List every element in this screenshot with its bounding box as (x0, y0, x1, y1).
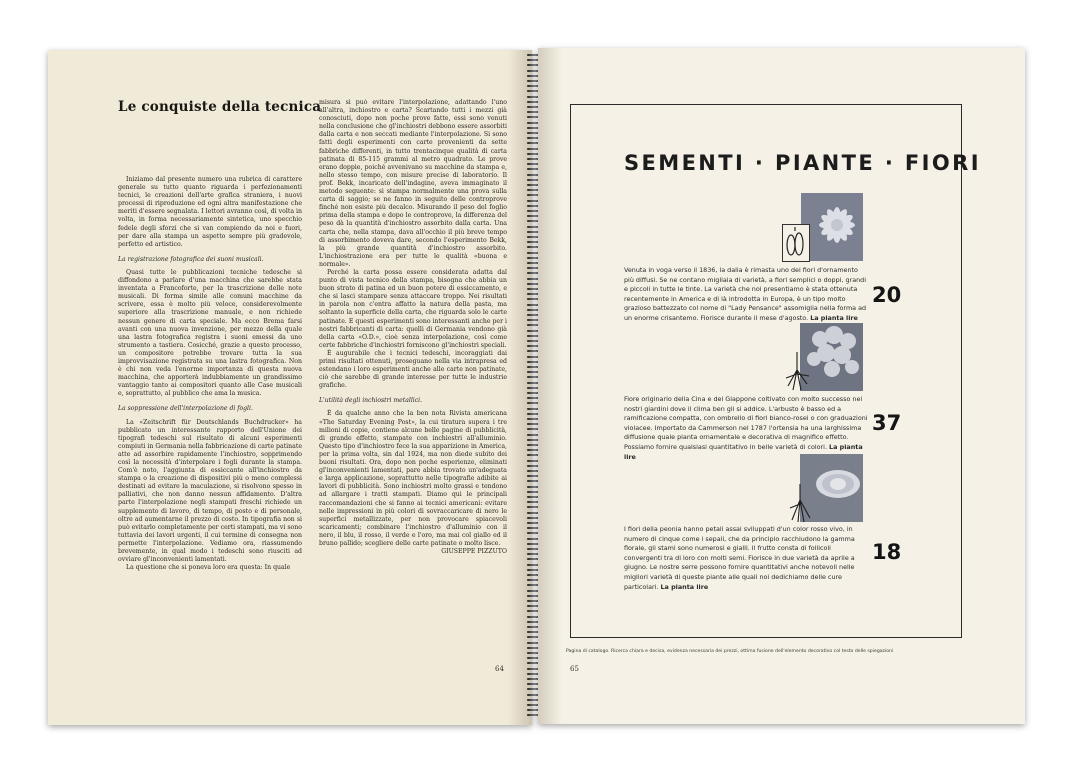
author-signature: GIUSEPPE PIZZUTO (441, 548, 507, 556)
entry-hydrangea (624, 395, 870, 462)
root-icon (784, 352, 810, 392)
paragraph-metallic-inks: È da qualche anno che la ben nota Rivista americana «The Saturday Evening Post», la cui tiratura supera i tre milioni di copie, contiene alcune belle pagine di pubblicità, di grande effetto, stampate con inchiostri all'alluminio. Questo tipo d'inchiostro fece la sua apparizione in America, per la prima volta, sin dal 1924, ma non diede subito dei buoni risultati. Ora, dopo non poche esperienze, eliminati gl'inconvenienti lamentati, pare abbia trovato un'adeguata e larga applicazione, soprattutto nelle tipografie adibite ai lavori di pubblicità. Sono inchiostri molto grassi e tendono ad allargare i tratti stampati. Diamo qui le principali raccomandazioni che si fanno ai tecnici americani: evitare nelle impressioni in più colori di sovraccaricare di nero le superfici metallizzate, per non provocare spiacevoli scaricamenti; combinare l'inchiostro d'alluminio con il nero, il blu, il rosso, il verde e l'oro, ma mai col giallo ed il bruno pallido; scegliere delle carte patinate o molto lisce. (319, 410, 507, 547)
left-column-1 (118, 176, 302, 666)
dahlia-flower-icon (801, 193, 863, 261)
entry-dahlia-price-label: La pianta lire (810, 313, 858, 322)
entry-dahlia-text: Venuta in voga verso il 1836, la dalia è rimasta uno dei fiori d'ornamento più diffusi. Se ne contano migliaia di varietà, a fiori semplici o doppi, grandi e piccoli in tutte le tinte. La varietà che noi presentiamo è stata ottenuta recentemente in America e di là introdotta in Europa, è un tipo molto grazioso battezzato col nome di "Lady Pensance" assomiglia nella forma ad un enorme crisantemo. Fiorisce durante il mese d'agosto. (624, 266, 867, 322)
catalog-caption: Pagina di catalogo. Ricerca chiara e decisa, evidenza necessaria dei prezzi, ottima fusione dell'elemento decorativo col testo delle spiegazioni (566, 649, 894, 654)
left-column-2 (319, 99, 507, 659)
subheading-interpolation: La soppressione dell'interpolazione di fogli. (118, 405, 253, 413)
subheading-music: La registrazione fotografica dei suoni musicali. (118, 255, 264, 263)
page-number-right: 65 (570, 665, 579, 673)
paragraph-measure: misura si può evitare l'interpolazione, adattando l'uno all'altra, inchiostro e carta? Scartando tutti i mezzi già conosciuti, dopo non poche prove fatte, essi sono venuti nella conclusione che gl'inchiostri debbono essere assorbiti dalla carta e non seccati mediante l'interpolazione. Si sono fatti degli esperimenti con carte provenienti da sette fabbriche differenti, in tutto trentacinque qualità di carta patinata di 85-115 grammi al metro quadrato. Le prove erano doppie, poiché avvenivano su macchine da stampa e, nello stesso tempo, con misure precise di laboratorio. Il prof. Bekk, incaricato dell'indagine, aveva immaginato il metodo seguente: si stampa normalmente una prova sulla carta di saggio; se ne fanno in seguito delle controprove finché non esiste più decalco. Misurando il peso del foglio prima della stampa e dopo le controprove, la differenza del peso dà la quantità d'inchiostro assorbito dalla carta. Una carta che, nella stampa, dava all'occhio il più breve tempo di assorbimento doveva dare, secondo l'esperimento Bekk, la più grande quantità d'inchiostro assorbito. L'inchiostrazione era per tutte le qualità «buona e normale». (319, 99, 507, 268)
intro-paragraph: Iniziamo dal presente numero una rubrica di carattere generale su tutto quanto riguarda i perfezionamenti tecnici, le creazioni dell'arte grafica straniera, i nuovi processi di riproduzione ed ogni altra manifestazione che meriti d'essere segnalata. I lettori avranno così, di volta in volta, in forma necessariamente sintetica, uno specchio fedele degli sforzi che si van compiendo da noi e fuori, per dare alla stampa un aspetto sempre più gradevole, perfetto ed artistico. (118, 176, 302, 248)
paragraph-question: La questione che si poneva loro era questa: In quale (126, 564, 291, 572)
tuber-icon (783, 225, 809, 261)
root-icon (788, 484, 812, 524)
entry-dahlia (624, 266, 868, 324)
paragraph-interpolation: La «Zeitschrift für Deutschlands Buchdrucker» ha pubblicato un interessante rapporto dell'Unione dei tipografi tedeschi sul risultato di alcuni esperimenti compiuti in Germania nella fabbricazione di carte patinate atte ad assorbire rapidamente l'inchiostro, sopprimendo così la necessità d'interpolare i fogli durante la stampa. Com'è noto, l'aggiunta di essiccante all'inchiostro da stampa o la creazione di dispositivi più o meno complessi destinati ad evitare la maculazione, si risolvono spesso in palliativi, che non danno nessun affidamento. D'altra parte l'interpolazione negli stampati freschi richiede un supplemento di lavoro, di tempo, di posto e di personale, oltre ad aumentarne il prezzo di costo. In tipografia non si può evitarlo completamente per certi stampati, ma vi sono tuttavia dei lavori urgenti, il cui termine di consegna non permette l'interpolazione. Vediamo ora, riassumendo brevemente, in qual modo i tedeschi sono riusciti ad ovviare gl'inconvenienti lamentati. (118, 418, 302, 564)
entry-peony (624, 525, 870, 592)
hydrangea-root-drawing (784, 352, 810, 392)
article-title: Le conquiste della tecnica (118, 99, 322, 115)
catalog-heading: SEMENTI · PIANTE · FIORI (624, 151, 981, 175)
entry-hydrangea-price: 37 (872, 411, 902, 435)
entry-peony-text: I fiori della peonia hanno petali assai sviluppati d'un color rosso vivo, in numero di cinque come i sepali, che da principio racchiudono la gamma florale, gli stami sono numerosi e gialli. Il frutto consta di follicoli convergenti tra di loro con molti semi. Fiorisce in due varietà da aprile a giugno. Le nostre serre possono fornire quantitativi anche notevoli nelle migliori varietà di queste piante alle quali noi dedichiamo delle cure particolari. (624, 525, 855, 591)
paragraph-paper: Perché la carta possa essere considerata adatta dal punto di vista tecnico della stampa, bisogna che abbia un buon strato di patina ed un buon potere di essiccamento, e che si lasci stampare senza attaccare troppo. Nei risultati in parola non c'entra affatto la natura della pasta, ma soltanto la superficie della carta, che riguarda solo le carte patinate. E questi esperimenti sono interessanti anche per i nostri fabbricanti di carta: quelli di Germania vendono già della carta «O.D.», cioè senza interpolazione, così come certe fabbriche d'inchiostri forniscono gl'inchiostri speciali. (319, 268, 507, 349)
subheading-metallic-inks: L'utilità degli inchiostri metallici. (319, 397, 423, 405)
entry-hydrangea-text: Fiore originario della Cina e del Giappone coltivato con molto successo nei nostri giardini dove il clima ben gli si addice. L'arbusto è basso ed a ramificazione compatta, con ombrello di fiori bianco-rosei o con graduazioni violacee. Importato da Cammerson nel 1787 l'ortensia ha una larghissima diffusione quale pianta ornamentale e decorativa di magnifico effetto. Possiamo fornire qualsiasi quantitativo in belle varietà di colori. (624, 395, 868, 451)
right-gutter-shadow (538, 48, 562, 724)
page-number-left: 64 (495, 665, 504, 673)
paragraph-music: Quasi tutte le pubblicazioni tecniche tedesche si diffondono a parlare d'una macchina che sarebbe stata inventata a Francoforte, per la trascrizione delle note musicali. Di forma simile alle comuni macchine da scrivere, essa è molto più veloce, considerevolmente superiore alla trascrizione manuale, e non richiede nessun genere di carta speciale. Ma ecco Brema farsi avanti con una nuova invenzione, per mezzo della quale una lastra fotografica registra i suoni emessi da uno strumento a tastiera. Cosicché, grazie a questo processo, un compositore potrebbe trovare tutta la sua improvvisazione registrata su una lastra fotografica. Non è chi non veda l'enorme importanza di questa nuova macchina, che apporterà indubbiamente un grandissimo vantaggio tanto ai compositori quanto alle Case musicali e, soprattutto, al pubblico che ama la musica. (118, 268, 302, 398)
peony-root-drawing (788, 484, 812, 524)
dahlia-tuber-drawing (782, 224, 810, 262)
entry-dahlia-price: 20 (872, 283, 902, 307)
entry-peony-price: 18 (872, 540, 902, 564)
entry-hydrangea-price-label: La pianta lire (624, 442, 863, 461)
dahlia-photo (801, 193, 863, 261)
entry-peony-price-label: La pianta lire (660, 582, 709, 591)
paragraph-hope: È augurabile che i tecnici tedeschi, incoraggiati dai primi risultati ottenuti, proseguano nella via intrapresa ed estendano i loro esperimenti anche alle carte non patinate, ciò che sarebbe di grande interesse per tutte le industrie grafiche. (319, 349, 507, 390)
